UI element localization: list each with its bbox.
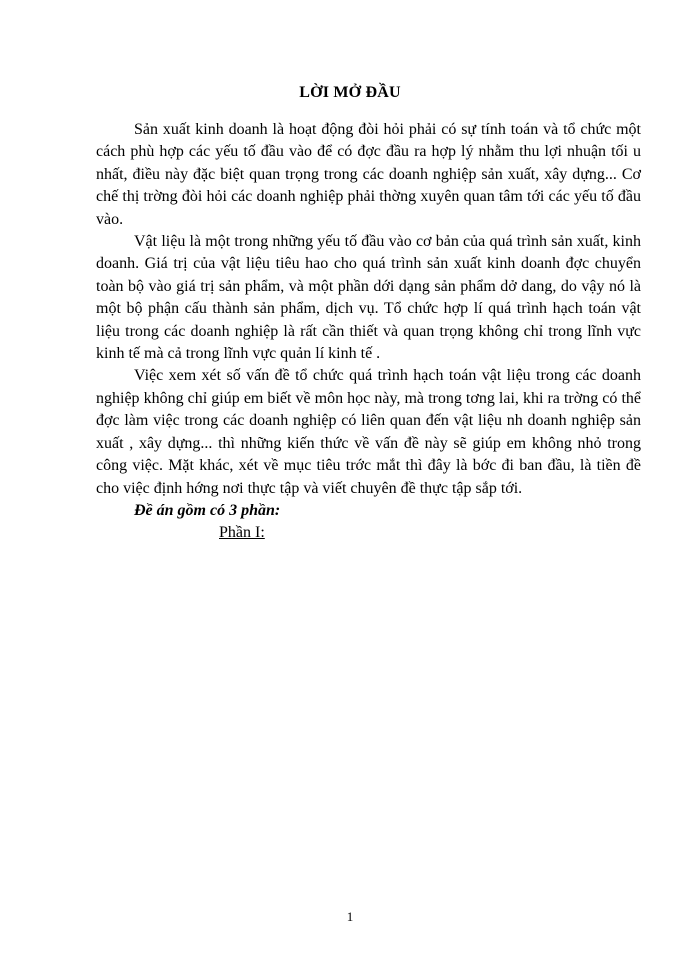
paragraph-intro: Sản xuất kinh doanh là hoạt động đòi hỏi phải có sự tính toán và tổ chức một cách phù hợp các yếu tố đầu vào để có đợc đầu ra hợp lý nhằm thu lợi nhuận tối u nhất, điều này đặc biệt quan trọng trong các doanh nghiệp sản xuất, xây dựng... Cơ chế thị trờng đòi hỏi các doanh nghiệp phải thờng xuyên quan tâm tới các yếu tố đầu vào. xyxy=(96,121,641,228)
page-title: LỜI MỞ ĐẦU xyxy=(299,84,401,101)
paragraph-purpose: Việc xem xét số vấn đề tổ chức quá trình hạch toán vật liệu trong các doanh nghiệp không chỉ giúp em biết về môn học này, mà trong tơng lai, khi ra trờng có thể đợc làm việc trong các doanh nghiệp có liên quan đến vật liệu nh doanh nghiệp sản xuất , xây dựng... thì những kiến thức về vấn đề này sẽ giúp em không nhỏ trong công việc. Mặt khác, xét về mục tiêu trớc mắt thì đây là bớc đi ban đầu, là tiền đề cho việc định hớng nơi thực tập và viết chuyên đề thực tập sắp tới. xyxy=(96,367,641,497)
document-body xyxy=(96,119,641,545)
page-number: 1 xyxy=(346,909,354,924)
paragraph-materials: Vật liệu là một trong những yếu tố đầu vào cơ bản của quá trình sản xuất, kinh doanh. Giá trị của vật liệu tiêu hao cho quá trình sản xuất kinh doanh đợc chuyển toàn bộ vào giá trị sản phẩm, và một phần dới dạng sản phẩm dở dang, do vậy nó là một bộ phận cấu thành sản phẩm, dịch vụ. Tổ chức hợp lí quá trình hạch toán vật liệu trong các doanh nghiệp là rất cần thiết và quan trọng không chỉ trong lĩnh vực kinh tế mà cả trong lĩnh vực quản lí kinh tế . xyxy=(96,233,641,363)
part-one-label: Phần I: xyxy=(219,524,265,542)
structure-heading: Đề án gồm có 3 phần: xyxy=(134,501,281,519)
